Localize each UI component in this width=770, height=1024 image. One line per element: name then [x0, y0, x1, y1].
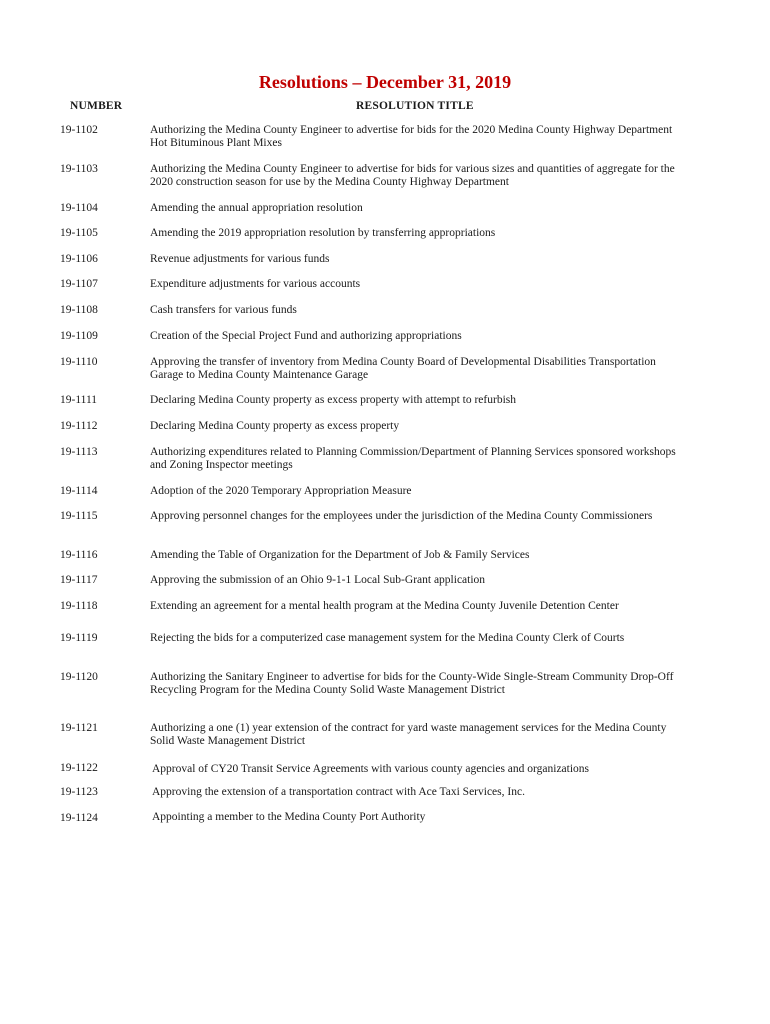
resolution-title: Creation of the Special Project Fund and authorizing appropriations	[150, 330, 462, 342]
resolution-number: 19-1105	[60, 227, 98, 239]
resolution-title: Amending the 2019 appropriation resolution by transferring appropriations	[150, 227, 496, 239]
resolution-number: 19-1121	[60, 722, 98, 734]
resolution-title: Declaring Medina County property as excess property with attempt to refurbish	[150, 394, 516, 406]
resolution-title: Approval of CY20 Transit Service Agreements with various county agencies and organizations	[152, 763, 590, 775]
resolution-title: Amending the Table of Organization for the Department of Job & Family Services	[150, 549, 530, 561]
resolution-number: 19-1109	[60, 330, 98, 342]
resolution-number: 19-1124	[60, 812, 98, 824]
resolution-title: Extending an agreement for a mental health program at the Medina County Juvenile Detention Center	[150, 600, 619, 612]
page-title: Resolutions – December 31, 2019	[258, 72, 512, 92]
resolution-number: 19-1102	[60, 124, 98, 136]
resolution-title: Adoption of the 2020 Temporary Appropriation Measure	[150, 485, 412, 497]
resolution-number: 19-1108	[60, 304, 98, 316]
resolution-title: Declaring Medina County property as excess property	[150, 420, 400, 432]
resolution-number: 19-1119	[60, 632, 98, 644]
resolution-title: Authorizing expenditures related to Planning Commission/Department of Planning Services sponsored workshops and Zoning Inspector meetings	[150, 446, 676, 471]
resolution-number: 19-1114	[60, 485, 98, 497]
resolution-title: Approving the transfer of inventory from Medina County Board of Developmental Disabilities Transportation Garage to Medina County Maintenance Garage	[150, 356, 656, 381]
resolution-number: 19-1103	[60, 163, 98, 175]
resolution-number: 19-1111	[60, 394, 98, 406]
resolution-title: Amending the annual appropriation resolution	[150, 202, 363, 214]
resolution-number: 19-1110	[60, 356, 98, 368]
resolution-title-column-header: RESOLUTION TITLE	[356, 100, 474, 112]
resolution-title: Expenditure adjustments for various accounts	[150, 278, 361, 290]
resolution-number: 19-1106	[60, 253, 98, 265]
resolution-number: 19-1123	[60, 786, 98, 798]
resolution-title: Approving personnel changes for the employees under the jurisdiction of the Medina County Commissioners	[150, 510, 653, 522]
number-column-header: NUMBER	[70, 100, 123, 112]
resolution-number: 19-1112	[60, 420, 98, 432]
resolution-title: Authorizing a one (1) year extension of the contract for yard waste management services for the Medina County Solid Waste Management District	[150, 722, 667, 747]
resolution-number: 19-1117	[60, 574, 98, 586]
resolution-title: Authorizing the Sanitary Engineer to advertise for bids for the County-Wide Single-Stream Community Drop-Off Recycling Program for the Medina County Solid Waste Management District	[150, 671, 674, 696]
resolution-title: Approving the extension of a transportation contract with Ace Taxi Services, Inc.	[152, 786, 525, 798]
resolution-title: Authorizing the Medina County Engineer to advertise for bids for the 2020 Medina County Highway Department Hot Bituminous Plant Mixes	[150, 124, 673, 149]
resolution-title: Appointing a member to the Medina County Port Authority	[152, 811, 426, 823]
resolution-title: Revenue adjustments for various funds	[150, 253, 330, 265]
resolution-number: 19-1113	[60, 446, 98, 458]
resolution-number: 19-1104	[60, 202, 98, 214]
resolution-number: 19-1107	[60, 278, 98, 290]
resolution-number: 19-1122	[60, 762, 98, 774]
resolution-number: 19-1120	[60, 671, 98, 683]
resolution-number: 19-1118	[60, 600, 98, 612]
resolution-number: 19-1115	[60, 510, 98, 522]
resolution-title: Authorizing the Medina County Engineer to advertise for bids for various sizes and quantities of aggregate for the 2020 construction season for use by the Medina County Highway Department	[150, 163, 675, 188]
resolution-number: 19-1116	[60, 549, 98, 561]
resolution-title: Approving the submission of an Ohio 9-1-1 Local Sub-Grant application	[150, 574, 486, 586]
resolution-title: Rejecting the bids for a computerized case management system for the Medina County Clerk of Courts	[150, 632, 625, 644]
resolution-title: Cash transfers for various funds	[150, 304, 297, 316]
